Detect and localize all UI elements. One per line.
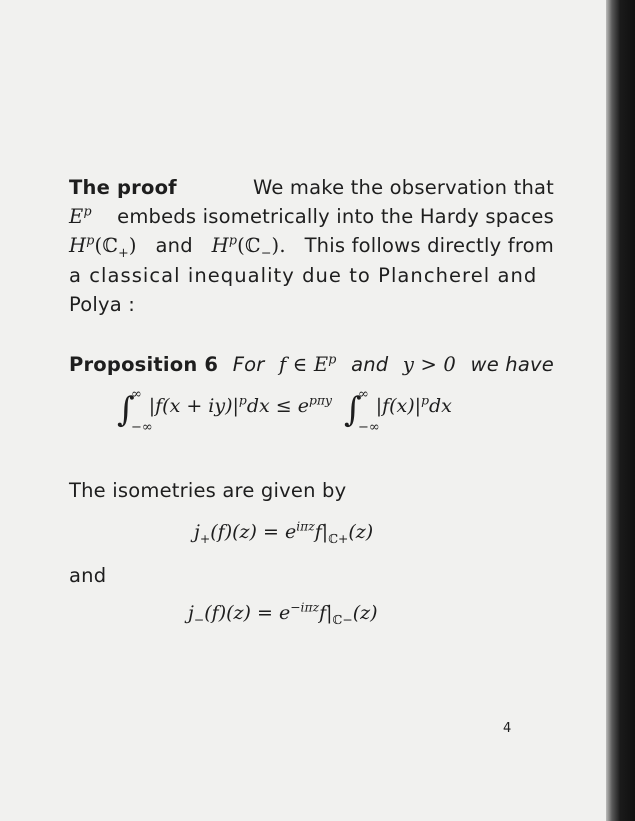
proof-line-3: [69, 232, 554, 260]
proposition-and: and: [351, 353, 389, 376]
hardy-space-minus: $H^p(ℂ_-)$.: [211, 232, 286, 260]
proposition-condition-y: y > 0: [402, 353, 457, 376]
proof-line-2-math: $E^p$: [69, 203, 92, 228]
proposition-condition-f: f ∈ $E^p$: [278, 351, 337, 376]
hardy-space-plus: $H^p(ℂ_+)$: [69, 232, 137, 260]
proof-line-3-and: and: [155, 234, 193, 257]
isometries-intro: The isometries are given by: [69, 479, 347, 502]
proposition-label: Proposition 6: [69, 353, 219, 376]
page-number: 4: [503, 721, 512, 736]
proof-line-3-text: This follows directly from: [304, 234, 554, 257]
proposition-line: [69, 353, 554, 376]
proof-line-2: [69, 205, 554, 228]
proposition-we-have: we have: [470, 353, 554, 376]
and-word: and: [69, 564, 107, 587]
isometry-plus-equation: $j_+(f)(z) = e^{i\pi z}f|_{ℂ+}(z)$: [194, 519, 374, 546]
proof-line-1-text: We make the observation that: [253, 176, 554, 199]
proof-heading: The proof: [69, 176, 177, 199]
isometry-minus-equation: $j_-(f)(z) = e^{-i\pi z}f|_{ℂ-}(z)$: [188, 600, 378, 627]
scan-shadow-edge: [606, 0, 635, 821]
proof-line-1: [69, 176, 554, 199]
integral-sign-left: ∫ ∞ −∞: [117, 387, 153, 435]
proof-line-4: a classical inequality due to Plancherel and: [69, 264, 538, 287]
proof-line-2-text: embeds isometrically into the Hardy spaces: [117, 205, 554, 228]
plancherel-polya-inequality: ∫ ∞ −∞ $|f(x + iy)|^pdx \le e^{p\pi y}$ ∫ ∞ −∞ $|f(x)|^pdx$: [117, 387, 452, 435]
integral-sign-right: ∫ ∞ −∞: [343, 387, 380, 435]
proposition-for: For: [232, 353, 265, 376]
proof-line-5: Polya :: [69, 293, 136, 316]
